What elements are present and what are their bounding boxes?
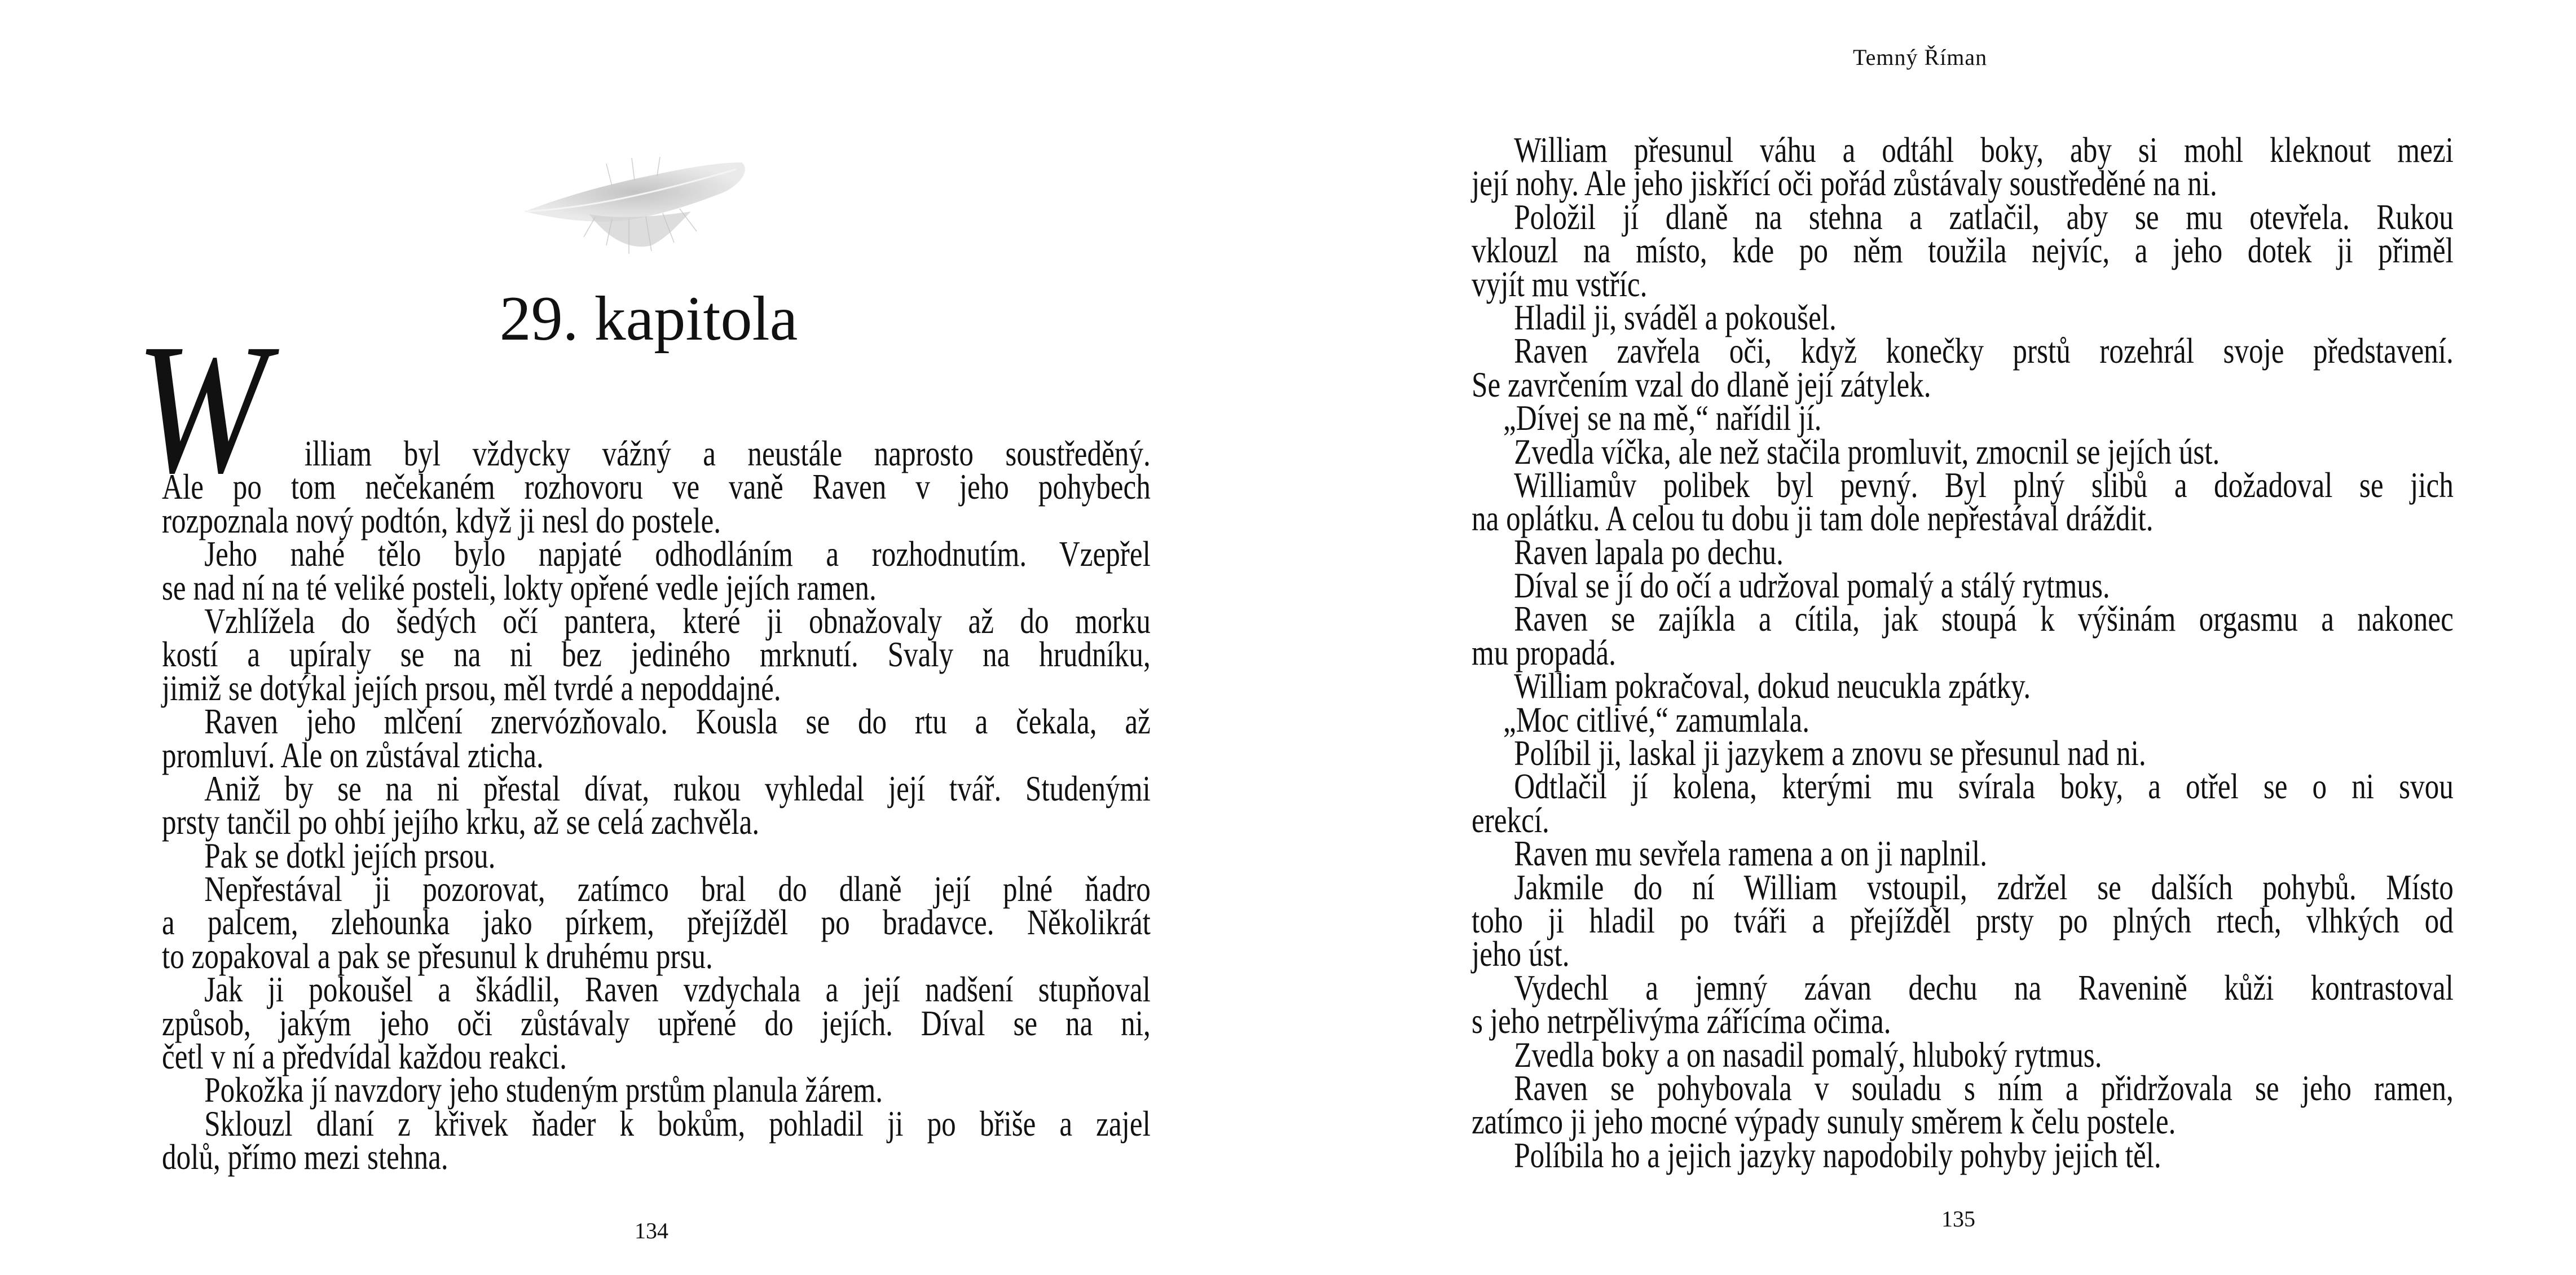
text-line: to zopakoval a pak se přesunul k druhému prsu.	[162, 935, 713, 976]
text-line: Políbil ji, laskal ji jazykem a znovu se přesunul nad ni.	[1514, 733, 2146, 773]
text-line: Položil jí dlaně na stehna a zatlačil, aby se mu otevřela. Rukou	[1514, 196, 2454, 237]
text-line: prsty tančil po ohbí jejího krku, až se celá zachvěla.	[162, 802, 760, 842]
text-line: Se zavrčením vzal do dlaně její zátylek.	[1472, 364, 1931, 405]
text-line: promluví. Ale on zůstával zticha.	[162, 735, 544, 775]
text-line: toho ji hladil po tváři a přejížděl prsty po plných rtech, vlhkých od	[1472, 900, 2454, 940]
text-line: Jak ji pokoušel a škádlil, Raven vzdychala a její nadšení stupňoval	[204, 969, 1151, 1010]
text-line: „Dívej se na mě,“ nařídil jí.	[1503, 398, 1822, 438]
text-line: Nepřestával ji pozorovat, zatímco bral do dlaně její plné ňadro	[204, 869, 1151, 909]
text-line: Jakmile do ní William vstoupil, zdržel se dalších pohybů. Místo	[1514, 867, 2454, 907]
text-line: zatímco ji jeho mocné výpady sunuly směrem k čelu postele.	[1472, 1101, 2176, 1142]
text-line: Vzhlížela do šedých očí pantera, které ji obnažovaly až do morku	[204, 600, 1151, 641]
text-line: na oplátku. A celou tu dobu ji tam dole nepřestával dráždit.	[1472, 498, 2154, 539]
text-line: rozpoznala nový podtón, když ji nesl do postele.	[162, 500, 721, 540]
page-number-left: 134	[635, 1218, 668, 1243]
text-line: Raven se pohybovala v souladu s ním a přidržovala se jeho ramen,	[1514, 1067, 2454, 1108]
text-line: Zvedla boky a on nasadil pomalý, hluboký rytmus.	[1514, 1034, 2102, 1075]
running-head-book-title: Temný Říman	[1853, 45, 1988, 70]
text-line: dolů, přímo mezi stehna.	[162, 1137, 448, 1177]
text-line: s jeho netrpělivýma zářícíma očima.	[1472, 1001, 1891, 1041]
text-line: vklouzl na místo, kde po něm toužila nejvíc, a jeho dotek ji přiměl	[1472, 230, 2454, 271]
text-line: Raven lapala po dechu.	[1514, 531, 1784, 572]
text-line: Raven se zajíkla a cítila, jak stoupá k výšinám orgasmu a nakonec	[1514, 599, 2454, 639]
text-line: Pokožka jí navzdory jeho studeným prstům planula žárem.	[204, 1070, 883, 1110]
text-line: Raven mu sevřela ramena a on ji naplnil.	[1514, 833, 1988, 874]
text-line: mu propadá.	[1472, 632, 1616, 672]
text-line: illiam byl vždycky vážný a neustále naprosto soustředěný.	[304, 433, 1151, 473]
text-line: Raven jeho mlčení znervózňovalo. Kousla se do rtu a čekala, až	[204, 701, 1151, 742]
text-line: její nohy. Ale jeho jiskřící oči pořád zůstávaly soustředěné na ni.	[1472, 163, 2217, 204]
chapter-title: 29. kapitola	[499, 284, 798, 354]
text-line: Ale po tom nečekaném rozhovoru ve vaně Raven v jeho pohybech	[162, 467, 1151, 507]
text-line: četl v ní a předvídal každou reakci.	[162, 1036, 567, 1077]
feather-ornament-icon	[510, 152, 753, 265]
text-line: Aniž by se na ni přestal dívat, rukou vyhledal její tvář. Studenými	[204, 768, 1151, 808]
text-line: Hladil ji, sváděl a pokoušel.	[1514, 297, 1837, 337]
text-line: William pokračoval, dokud neucukla zpátky.	[1514, 666, 2031, 706]
text-line: jeho úst.	[1472, 934, 1570, 974]
text-line: Sklouzl dlaní z křivek ňader k bokům, pohladil ji po břiše a zajel	[204, 1103, 1151, 1144]
text-line: Vydechl a jemný závan dechu na Ravenině kůži kontrastoval	[1514, 967, 2454, 1008]
text-line: William přesunul váhu a odtáhl boky, aby si mohl kleknout mezi	[1514, 130, 2454, 170]
text-line: Odtlačil jí kolena, kterými mu svírala boky, a otřel se o ni svou	[1514, 766, 2454, 807]
drop-cap: W	[135, 306, 267, 512]
left-page-body-text	[162, 433, 1151, 1177]
page-number-right: 135	[1941, 1206, 1975, 1232]
text-line: jimiž se dotýkal jejích prsou, měl tvrdé a nepoddajné.	[162, 667, 781, 708]
text-line: kostí a upíraly se na ni bez jediného mrknutí. Svaly na hrudníku,	[162, 634, 1151, 675]
text-line: Jeho nahé tělo bylo napjaté odhodláním a rozhodnutím. Vzepřel	[204, 534, 1151, 574]
text-line: Pak se dotkl jejích prsou.	[204, 835, 496, 876]
text-line: Raven zavřela oči, když konečky prstů rozehrál svoje představení.	[1514, 331, 2454, 371]
text-line: Zvedla víčka, ale než stačila promluvit, zmocnil se jejích úst.	[1514, 431, 2220, 472]
text-line: Díval se jí do očí a udržoval pomalý a stálý rytmus.	[1514, 565, 2110, 606]
text-line: způsob, jakým jeho oči zůstávaly upřené do jejích. Díval se na ni,	[162, 1003, 1151, 1043]
text-line: se nad ní na té veliké posteli, lokty opřené vedle jejích ramen.	[162, 567, 877, 608]
text-line: erekcí.	[1472, 799, 1549, 840]
right-page-body-text	[1472, 130, 2454, 1175]
text-line: „Moc citlivé,“ zamumlala.	[1503, 699, 1810, 740]
text-line: Williamův polibek byl pevný. Byl plný slibů a dožadoval se jich	[1514, 464, 2454, 505]
text-line: a palcem, zlehounka jako pírkem, přejížděl po bradavce. Několikrát	[162, 902, 1151, 943]
text-line: Políbila ho a jejich jazyky napodobily pohyby jejich těl.	[1514, 1135, 2161, 1175]
text-line: vyjít mu vstříc.	[1472, 263, 1648, 304]
